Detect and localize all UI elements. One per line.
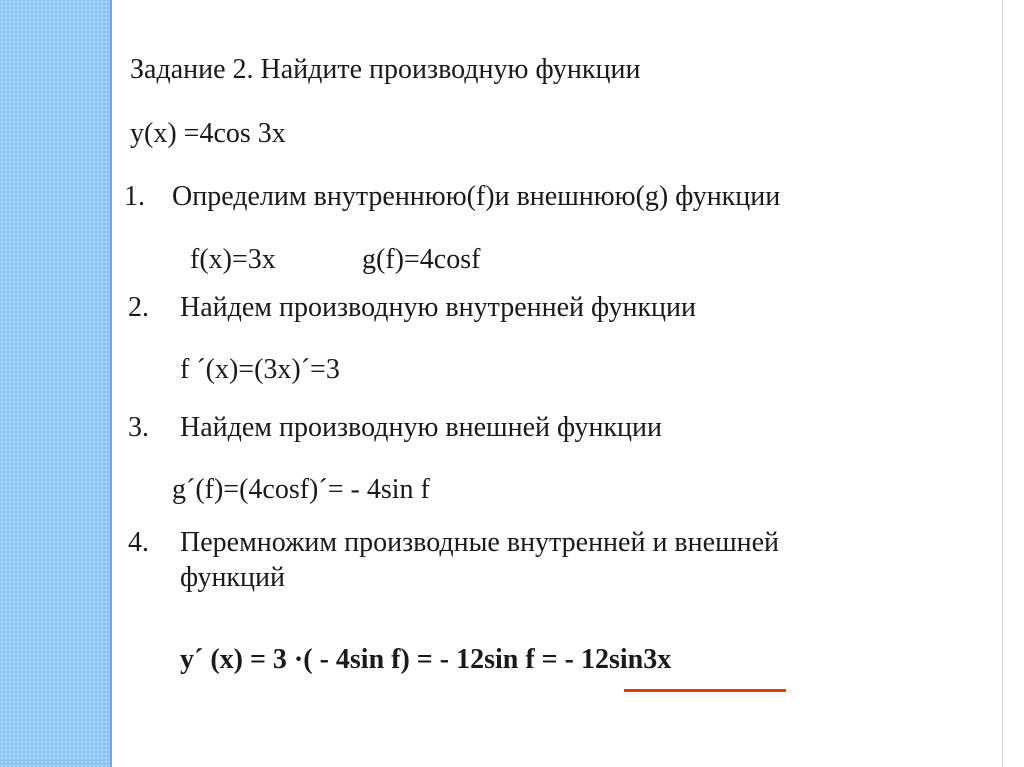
- task-heading: Задание 2. Найдите производную функции: [130, 54, 641, 85]
- step-3-text: Найдем производную внешней функции: [180, 412, 663, 443]
- step-1-number: 1.: [124, 181, 145, 212]
- formula-g-derivative: g´(f)=(4cosf)´= - 4sin f: [172, 474, 430, 505]
- step-1-text: Определим внутреннюю(f)и внешнюю(g) функции: [172, 181, 781, 212]
- step-3-number: 3.: [128, 412, 149, 443]
- step-2-number: 2.: [128, 292, 149, 323]
- task-function: y(x) =4cos 3x: [130, 118, 286, 149]
- formula-f-definition: f(x)=3x: [190, 244, 276, 275]
- step-4-text: Перемножим производные внутренней и внешней: [180, 527, 780, 558]
- step-4-text-continued: функций: [180, 562, 285, 593]
- step-4-number: 4.: [128, 527, 149, 558]
- decorative-side-band: [0, 0, 110, 767]
- result-formula: y´ (x) = 3 ·( - 4sin f) = - 12sin f = - 12sin3x: [180, 644, 672, 675]
- formula-f-derivative: f ´(x)=(3x)´=3: [180, 354, 340, 385]
- formula-g-definition: g(f)=4cosf: [362, 244, 481, 275]
- step-2-text: Найдем производную внутренней функции: [180, 292, 697, 323]
- answer-underline: [624, 689, 786, 692]
